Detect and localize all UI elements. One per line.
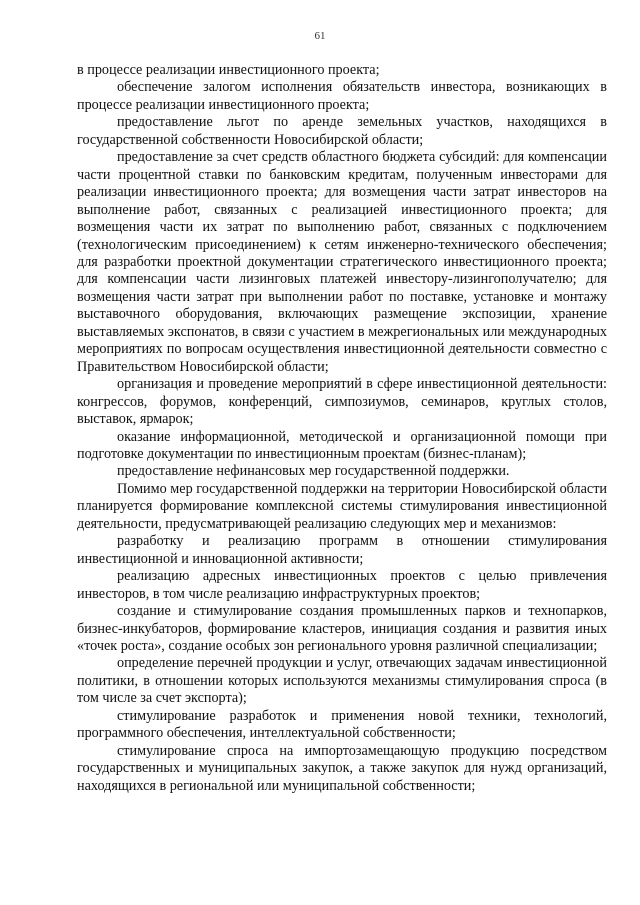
paragraph: определение перечней продукции и услуг, отвечающих задачам инвестиционной политики, в отношении которых используются механизмы стимулирования спроса (в том числе за счет экспорта);: [77, 655, 607, 707]
paragraph: стимулирование разработок и применения новой техники, технологий, программного обеспечения, интеллектуальной собственности;: [77, 707, 607, 742]
paragraph: реализацию адресных инвестиционных проектов с целью привлечения инвесторов, в том числе реализацию инфраструктурных проектов;: [77, 568, 607, 602]
paragraph: организация и проведение мероприятий в сфере инвестиционной деятельности: конгрессов, форумов, конференций, симпозиумов, семинаров, круглых столов, выставок, ярмарок;: [77, 376, 607, 428]
body-text: [77, 62, 607, 795]
paragraph: Помимо мер государственной поддержки на территории Новосибирской области планируется формирование комплексной системы стимулирования инвестиционной деятельности, предусматривающей реализацию следующих мер и механизмов:: [77, 480, 607, 532]
paragraph: создание и стимулирование создания промышленных парков и технопарков, бизнес-инкубаторов, формирование кластеров, инициация создания и развития иных «точек роста», создание особых зон регионального уровня различной специализации;: [77, 603, 607, 654]
paragraph: предоставление льгот по аренде земельных участков, находящихся в государственной собственности Новосибирской области;: [77, 114, 607, 148]
paragraph: в процессе реализации инвестиционного проекта;: [77, 62, 380, 78]
paragraph: предоставление за счет средств областного бюджета субсидий: для компенсации части процентной ставки по банковским кредитам, полученным инвесторами для реализации инвестиционного проекта; для возмещения части затрат инвесторов на выполнение работ, связанных с реализацией инвестиционного проекта; для возмещения части их затрат по выполнению работ, связанных с подключением (технологическим присоединением) к сетям инженерно-технического обеспечения; для разработки проектной документации стратегического инвестиционного проекта; для компенсации части лизинговых платежей инвестору-лизингополучателю; для возмещения части затрат при выполнении работ по поставке, установке и монтажу выставочного оборудования, включающих размещение экспозиции, хранение выставляемых экспонатов, в связи с участием в межрегиональных или международных мероприятиях по вопросам осуществления инвестиционной деятельности совместно с Правительством Новосибирской области;: [77, 149, 607, 375]
paragraph: предоставление нефинансовых мер государственной поддержки.: [117, 463, 510, 480]
paragraph: стимулирование спроса на импортозамещающую продукцию посредством государственных и муниципальных закупок, а также закупок для нужд организаций, находящихся в региональной или муниципальной собственности;: [77, 742, 607, 794]
paragraph: обеспечение залогом исполнения обязательств инвестора, возникающих в процессе реализации инвестиционного проекта;: [77, 79, 607, 113]
paragraph: разработку и реализацию программ в отношении стимулирования инвестиционной и инновационной активности;: [77, 533, 607, 567]
paragraph: оказание информационной, методической и организационной помощи при подготовке документации по инвестиционным проектам (бизнес-планам);: [77, 428, 607, 462]
page-number: 61: [314, 30, 326, 42]
